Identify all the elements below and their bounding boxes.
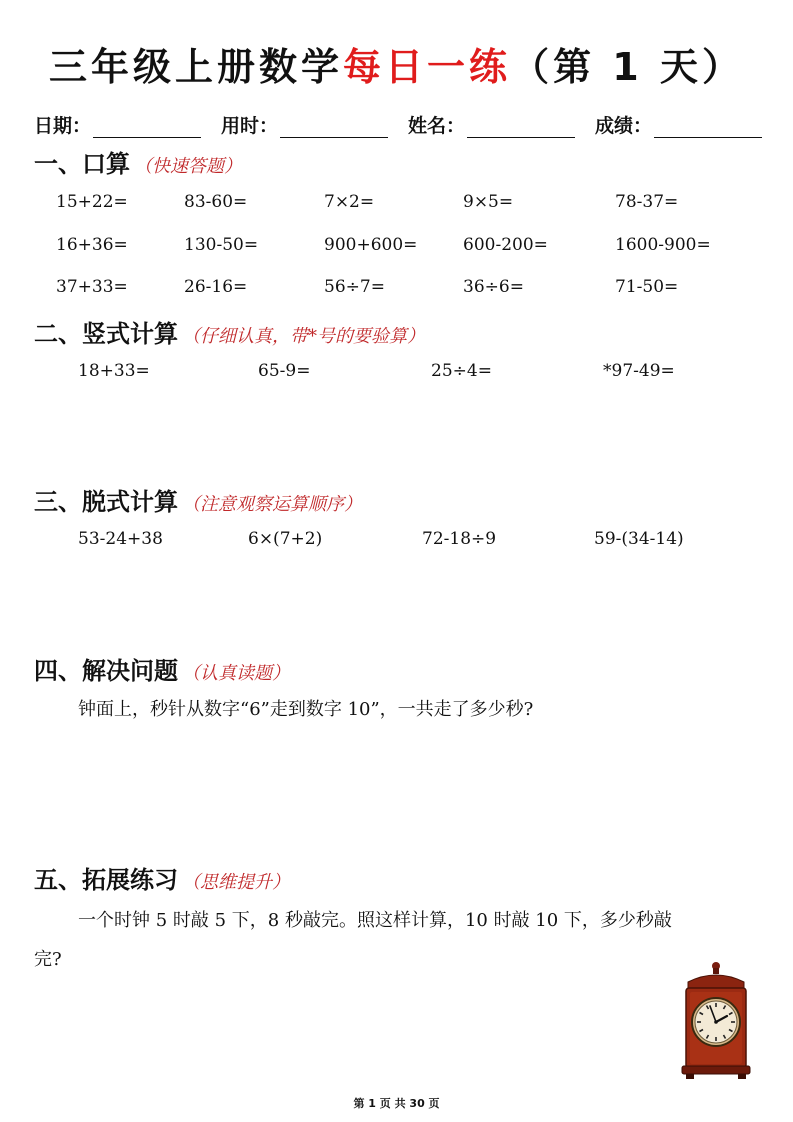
oral-item: 83-60= bbox=[184, 192, 248, 212]
stepwise-item: 6×(7+2) bbox=[248, 529, 323, 549]
section3-hint: （注意观察运算顺序） bbox=[182, 494, 362, 515]
oral-item: 78-37= bbox=[615, 192, 679, 212]
section3-heading bbox=[34, 482, 362, 517]
vertical-item: 18+33= bbox=[78, 361, 150, 381]
extension-problem-line2: 完? bbox=[34, 949, 62, 970]
mantel-clock-icon bbox=[680, 960, 752, 1080]
oral-item: 1600-900= bbox=[615, 235, 711, 255]
section2-title: 二、竖式计算 bbox=[34, 320, 178, 348]
oral-item: 16+36= bbox=[56, 235, 128, 255]
oral-item: 7×2= bbox=[324, 192, 375, 212]
stepwise-item: 72-18÷9 bbox=[422, 529, 497, 549]
vertical-item: 65-9= bbox=[258, 361, 311, 381]
time-blank[interactable] bbox=[280, 115, 388, 138]
title-day: （第 1 天） bbox=[511, 45, 744, 89]
section5-title: 五、拓展练习 bbox=[34, 866, 178, 894]
score-blank[interactable] bbox=[654, 115, 762, 138]
oral-item: 56÷7= bbox=[324, 277, 385, 297]
section3-title: 三、脱式计算 bbox=[34, 488, 178, 516]
oral-item: 37+33= bbox=[56, 277, 128, 297]
date-blank[interactable] bbox=[93, 115, 201, 138]
date-field[interactable] bbox=[34, 111, 201, 138]
section4-hint: （认真读题） bbox=[182, 663, 290, 684]
stepwise-item: 53-24+38 bbox=[78, 529, 163, 549]
oral-item: 600-200= bbox=[463, 235, 548, 255]
name-label: 姓名： bbox=[407, 115, 465, 137]
time-label: 用时： bbox=[220, 115, 278, 137]
section5-hint: （思维提升） bbox=[182, 872, 290, 893]
info-row bbox=[34, 104, 762, 138]
oral-item: 900+600= bbox=[324, 235, 418, 255]
score-field[interactable] bbox=[595, 111, 762, 138]
stepwise-item: 59-(34-14) bbox=[594, 529, 684, 549]
vertical-item: 25÷4= bbox=[431, 361, 492, 381]
section2-heading bbox=[34, 314, 425, 349]
name-blank[interactable] bbox=[467, 115, 575, 138]
page-title bbox=[0, 42, 793, 92]
section1-title: 一、口算 bbox=[34, 150, 130, 178]
section4-title: 四、解决问题 bbox=[34, 657, 178, 685]
oral-item: 15+22= bbox=[56, 192, 128, 212]
name-field[interactable] bbox=[408, 111, 575, 138]
section4-heading bbox=[34, 651, 290, 686]
extension-problem-line1: 一个时钟 5 时敲 5 下，8 秒敲完。照这样计算，10 时敲 10 下，多少秒敲 bbox=[78, 910, 672, 931]
oral-item: 71-50= bbox=[615, 277, 679, 297]
title-main: 三年级上册数学 bbox=[49, 45, 344, 89]
section5-heading bbox=[34, 860, 290, 895]
score-label: 成绩： bbox=[594, 115, 652, 137]
oral-item: 9×5= bbox=[463, 192, 514, 212]
word-problem: 钟面上，秒针从数字“6”走到数字 10”，一共走了多少秒? bbox=[78, 699, 534, 720]
oral-item: 130-50= bbox=[184, 235, 259, 255]
title-highlight: 每日一练 bbox=[343, 45, 512, 89]
date-label: 日期： bbox=[34, 115, 92, 137]
section1-hint: （快速答题） bbox=[134, 156, 242, 177]
section2-hint: （仔细认真，带*号的要验算） bbox=[182, 326, 425, 347]
oral-item: 36÷6= bbox=[463, 277, 524, 297]
time-field[interactable] bbox=[221, 111, 388, 138]
section1-heading bbox=[34, 144, 242, 179]
vertical-item: *97-49= bbox=[603, 361, 675, 381]
oral-item: 26-16= bbox=[184, 277, 248, 297]
page-number: 第 1 页 共 30 页 bbox=[353, 1097, 440, 1110]
